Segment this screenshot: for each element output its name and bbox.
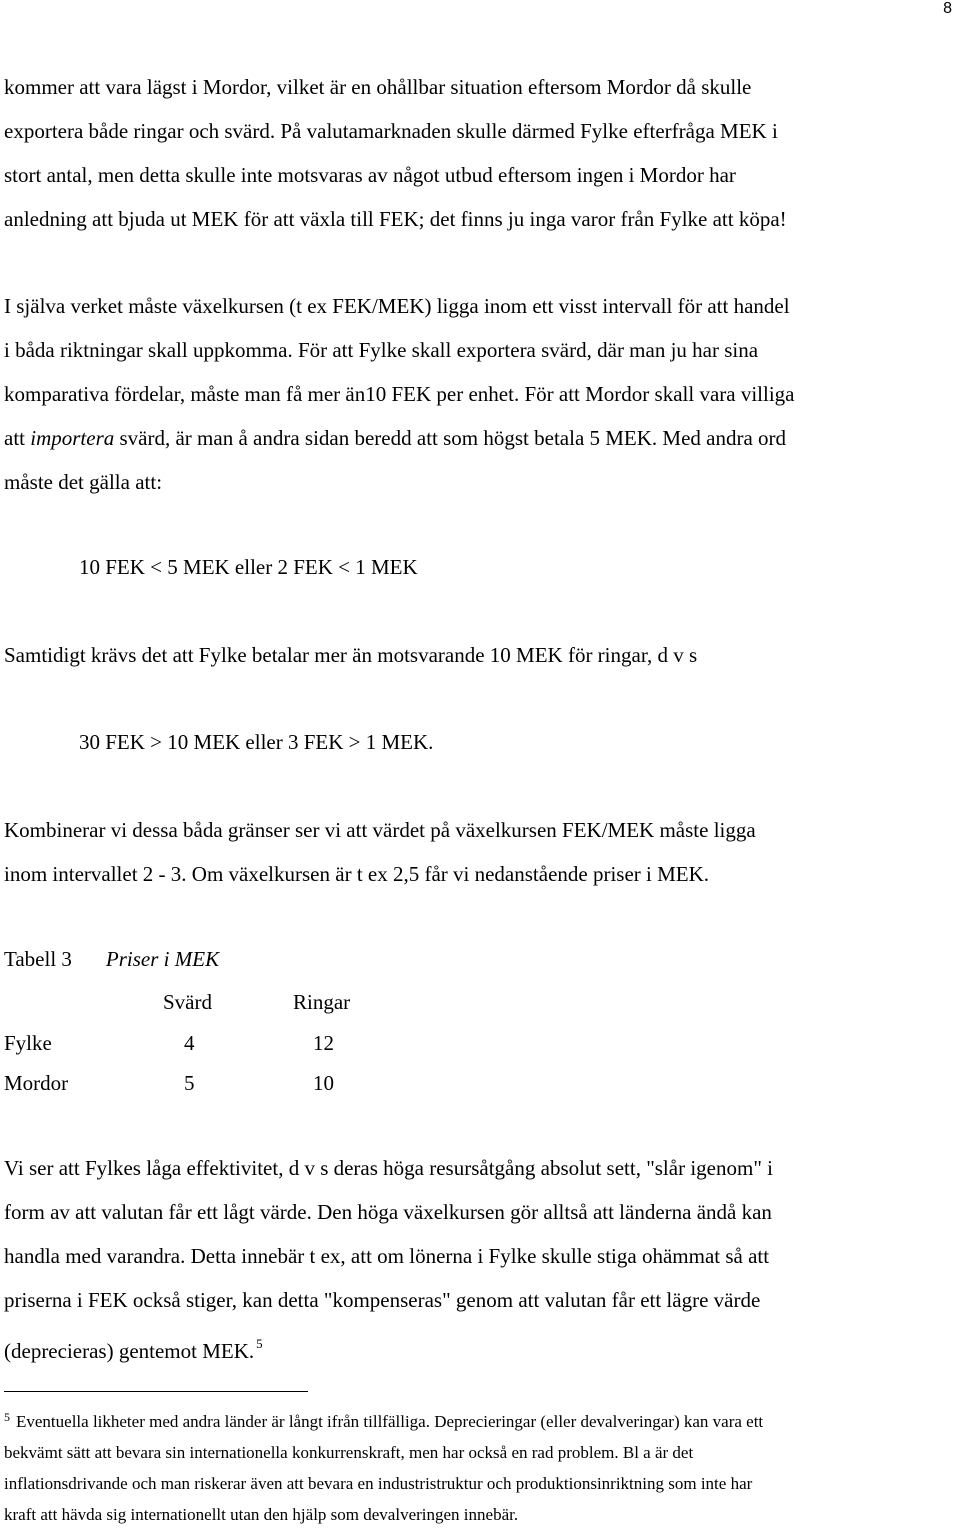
text-line: inom intervallet 2 - 3. Om växelkursen är t ex 2,5 får vi nedanstående priser i MEK. <box>4 862 710 886</box>
footnote-marker: 5 <box>4 1410 10 1424</box>
table-cell: 10 <box>313 1071 334 1095</box>
formula-1: 10 FEK < 5 MEK eller 2 FEK < 1 MEK <box>79 555 418 579</box>
footnote-line: inflationsdrivande och man riskerar även att bevara en industristruktur och produktionsinriktning som inte har <box>4 1474 753 1493</box>
paragraph-2 <box>4 284 954 504</box>
table-cell: 5 <box>184 1071 195 1095</box>
text-line: Kombinerar vi dessa båda gränser ser vi att värdet på växelkursen FEK/MEK måste ligga <box>4 818 756 842</box>
table-label: Tabell 3 <box>4 947 72 971</box>
text-line: stort antal, men detta skulle inte motsvaras av något utbud eftersom ingen i Mordor har <box>4 163 736 187</box>
text-line: Vi ser att Fylkes låga effektivitet, d v s deras höga resursåtgång absolut sett, "slår igenom" i <box>4 1156 773 1180</box>
text-line: Samtidigt krävs det att Fylke betalar mer än motsvarande 10 MEK för ringar, d v s <box>4 643 698 667</box>
text-line: handla med varandra. Detta innebär t ex, att om lönerna i Fylke skulle stiga ohämmat så att <box>4 1244 770 1268</box>
text-line: exportera både ringar och svärd. På valutamarknaden skulle därmed Fylke efterfråga MEK i <box>4 119 778 143</box>
paragraph-1 <box>4 65 954 241</box>
table-cell: 4 <box>184 1031 195 1055</box>
text-fragment: svärd, är man å andra sidan beredd att som högst betala 5 MEK. Med andra ord <box>114 426 787 450</box>
footnote-line: bekvämt sätt att bevara sin internationella konkurrenskraft, men har också en rad problem. Bl a är det <box>4 1443 694 1462</box>
text-line: anledning att bjuda ut MEK för att växla till FEK; det finns ju inga varor från Fylke att köpa! <box>4 207 787 231</box>
table-header-svard: Svärd <box>163 990 212 1014</box>
emphasis-importera: importera <box>30 426 115 450</box>
footnote-reference[interactable]: 5 <box>256 1336 263 1351</box>
text-line: kommer att vara lägst i Mordor, vilket är en ohållbar situation eftersom Mordor då skulle <box>4 75 752 99</box>
text-line: måste det gälla att: <box>4 470 163 494</box>
paragraph-3 <box>4 633 954 677</box>
text-line: form av att valutan får ett lågt värde. Den höga växelkursen gör alltså att länderna ändå kan <box>4 1200 772 1224</box>
text-fragment: att <box>4 426 31 450</box>
paragraph-5 <box>4 1146 954 1373</box>
paragraph-4 <box>4 808 954 896</box>
footnote-line <box>4 1402 954 1437</box>
text-line: i båda riktningar skall uppkomma. För att Fylke skall exportera svärd, där man ju har sina <box>4 338 759 362</box>
formula-2: 30 FEK > 10 MEK eller 3 FEK > 1 MEK. <box>79 730 434 754</box>
text-line: I själva verket måste växelkursen (t ex FEK/MEK) ligga inom ett visst intervall för att handel <box>4 294 790 318</box>
footnote <box>4 1402 954 1530</box>
text-line: priserna i FEK också stiger, kan detta "kompenseras" genom att valutan får ett lägre värde <box>4 1288 761 1312</box>
table-cell: 12 <box>313 1031 334 1055</box>
table-title: Priser i MEK <box>105 947 220 971</box>
table-row-label: Mordor <box>4 1071 69 1095</box>
footnote-divider <box>4 1391 308 1392</box>
page-number: 8 <box>943 0 952 17</box>
text-line: komparativa fördelar, måste man få mer än10 FEK per enhet. För att Mordor skall vara villiga <box>4 382 795 406</box>
text-fragment: (deprecieras) gentemot MEK. <box>4 1339 255 1363</box>
table-header-ringar: Ringar <box>293 990 351 1014</box>
table-caption <box>4 947 219 972</box>
text-line <box>4 416 954 460</box>
footnote-line: kraft att hävda sig internationellt utan den hjälp som devalveringen innebär. <box>4 1505 519 1524</box>
text-line <box>4 1322 954 1373</box>
text-fragment: Eventuella likheter med andra länder är långt ifrån tillfälliga. Deprecieringar (eller devalveringar) kan vara ett <box>16 1412 764 1431</box>
table-row-label: Fylke <box>4 1031 52 1055</box>
